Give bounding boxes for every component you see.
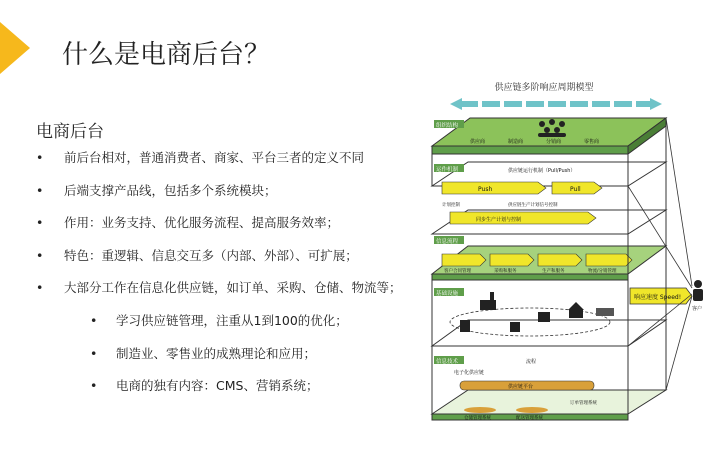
push-label: Push — [478, 186, 493, 193]
svg-text:生产和服务: 生产和服务 — [542, 269, 565, 274]
page-title: 什么是电商后台？ — [62, 40, 271, 70]
layer-information-technology — [432, 346, 666, 421]
customer-label: 客户 — [692, 306, 703, 312]
svg-text:物流/分销管理: 物流/分销管理 — [588, 269, 617, 274]
bullet-text: 特色：重逻辑、信息交互多（内部、外部）、可扩展； — [64, 247, 358, 263]
warehouse-system-label: 仓储管理系统 — [464, 416, 491, 421]
layer-tag: 信息流程 — [436, 239, 459, 245]
svg-text:采购和服务: 采购和服务 — [494, 269, 517, 274]
svg-text:客户合同管理: 客户合同管理 — [444, 269, 471, 274]
truck-icon — [596, 308, 614, 316]
layer-infrastructure — [432, 280, 692, 346]
distribution-system — [516, 407, 548, 413]
it-top-label: 流程 — [526, 359, 537, 365]
layer-tag: 运作机制 — [436, 167, 459, 173]
platform-label: 供应链平台 — [508, 384, 534, 390]
org-node: 分销商 — [546, 139, 562, 145]
layer-tag: 基础设施 — [436, 291, 459, 297]
sync-label: 同步生产计划与控制 — [476, 217, 522, 223]
bullet-text: 电商的独有内容：CMS、营销系统； — [116, 378, 319, 394]
distribution-system-label: 配送管理系统 — [516, 416, 543, 421]
it-e-label: 电子化供应链 — [454, 370, 485, 376]
org-node: 制造商 — [508, 139, 524, 145]
org-node: 供应商 — [470, 139, 486, 145]
layer-organization — [432, 118, 666, 154]
bullet-text: 学习供应链管理，注重从1到100的优化； — [116, 312, 348, 328]
mechanism-label: 供应链运行机制（Pull/Push） — [508, 168, 576, 174]
svg-text:响应速度 Speed!: 响应速度 Speed! — [634, 294, 682, 301]
bullet-text: 前后台相对，普通消费者、商家、平台三者的定义不同 — [64, 150, 365, 165]
order-label: 订单管理系统 — [570, 401, 597, 406]
bullet-text: 作用：业务支持、优化服务流程、提高服务效率； — [64, 215, 340, 231]
org-node: 零售商 — [584, 139, 600, 145]
header-arrow-band — [450, 98, 662, 110]
layer-tag: 信息技术 — [436, 359, 459, 365]
warehouse-system — [464, 407, 496, 413]
section-subtitle: 电商后台 — [36, 122, 104, 142]
bullet-text: 大部分工作在信息化供应链，如订单、采购、仓储、物流等； — [64, 280, 402, 296]
supply-chain-diagram — [420, 74, 712, 454]
pull-label: Pull — [570, 186, 581, 193]
layer-mechanism — [432, 154, 666, 234]
layer-tag: 组织结构 — [436, 123, 459, 129]
signal-label: 供应链生产计划信号控制 — [508, 203, 558, 208]
diagram-title: 供应链多阶响应周期模型 — [494, 83, 594, 93]
customer-icon — [693, 280, 703, 301]
corner-accent — [0, 22, 30, 74]
layer-information-flow — [432, 236, 666, 280]
bullet-text: 制造业、零售业的成熟理论和应用； — [116, 345, 317, 361]
plan-label: 计划控制 — [442, 203, 460, 208]
bullet-text: 后端支撑产品线，包括多个系统模块； — [64, 182, 277, 198]
